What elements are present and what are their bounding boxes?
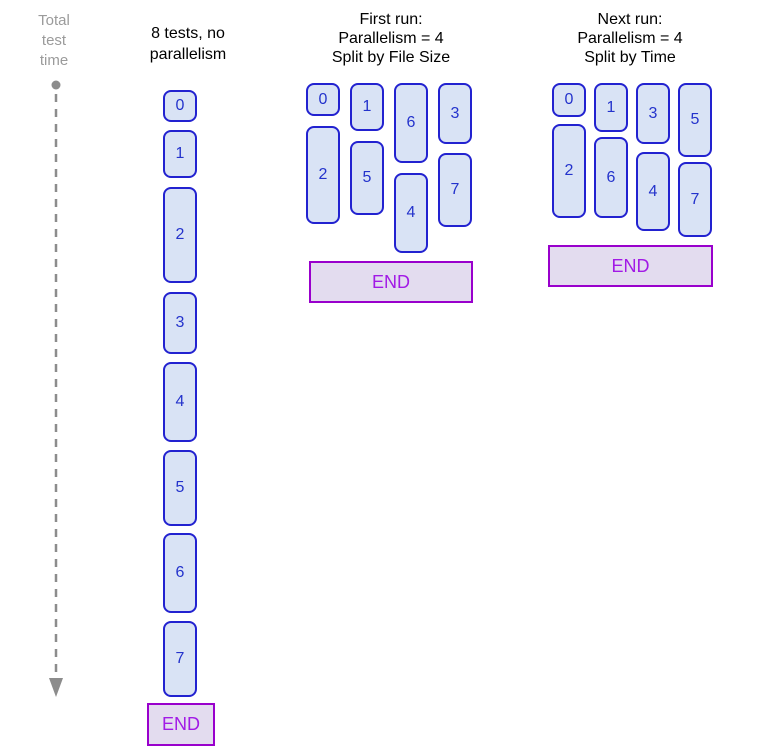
header-line: Split by Time xyxy=(584,49,676,66)
test-box-serial-5: 5 xyxy=(163,450,197,526)
test-box-serial-7: 7 xyxy=(163,621,197,697)
test-box-first-run-7: 7 xyxy=(438,153,472,227)
header-line: 8 tests, no xyxy=(151,25,225,42)
total-test-time-label xyxy=(24,11,84,71)
total-test-time-line-1: Total xyxy=(38,12,70,29)
column-header-next-run xyxy=(540,10,720,67)
test-box-first-run-4: 4 xyxy=(394,173,428,253)
test-box-first-run-2: 2 xyxy=(306,126,340,224)
test-box-first-run-0: 0 xyxy=(306,83,340,116)
test-box-first-run-5: 5 xyxy=(350,141,384,215)
test-box-first-run-3: 3 xyxy=(438,83,472,144)
end-bar-first-run: END xyxy=(309,261,473,303)
header-line: Split by File Size xyxy=(331,49,451,66)
end-bar-next-run: END xyxy=(548,245,713,287)
test-box-next-run-2: 2 xyxy=(552,124,586,218)
arrow-start-dot-icon xyxy=(52,81,61,90)
test-box-next-run-0: 0 xyxy=(552,83,586,117)
test-box-next-run-6: 6 xyxy=(594,137,628,218)
test-box-first-run-6: 6 xyxy=(394,83,428,163)
header-line: Parallelism = 4 xyxy=(338,30,444,47)
test-box-serial-1: 1 xyxy=(163,130,197,178)
end-bar-serial: END xyxy=(147,703,215,746)
test-box-next-run-1: 1 xyxy=(594,83,628,132)
column-header-serial xyxy=(108,23,268,65)
column-header-first-run xyxy=(300,10,482,67)
test-box-serial-2: 2 xyxy=(163,187,197,283)
test-box-next-run-4: 4 xyxy=(636,152,670,231)
test-box-next-run-3: 3 xyxy=(636,83,670,144)
test-box-serial-0: 0 xyxy=(163,90,197,122)
test-box-serial-6: 6 xyxy=(163,533,197,613)
test-box-next-run-7: 7 xyxy=(678,162,712,237)
total-test-time-line-2: test xyxy=(41,32,67,49)
header-line: parallelism xyxy=(149,46,227,63)
test-box-serial-4: 4 xyxy=(163,362,197,442)
header-line: First run: xyxy=(359,11,423,28)
test-box-next-run-5: 5 xyxy=(678,83,712,157)
total-test-time-line-3: time xyxy=(39,52,69,69)
header-line: Parallelism = 4 xyxy=(577,30,683,47)
time-axis-arrow xyxy=(38,78,74,700)
arrow-head-icon xyxy=(49,678,63,697)
test-box-first-run-1: 1 xyxy=(350,83,384,131)
header-line: Next run: xyxy=(597,11,663,28)
test-box-serial-3: 3 xyxy=(163,292,197,354)
